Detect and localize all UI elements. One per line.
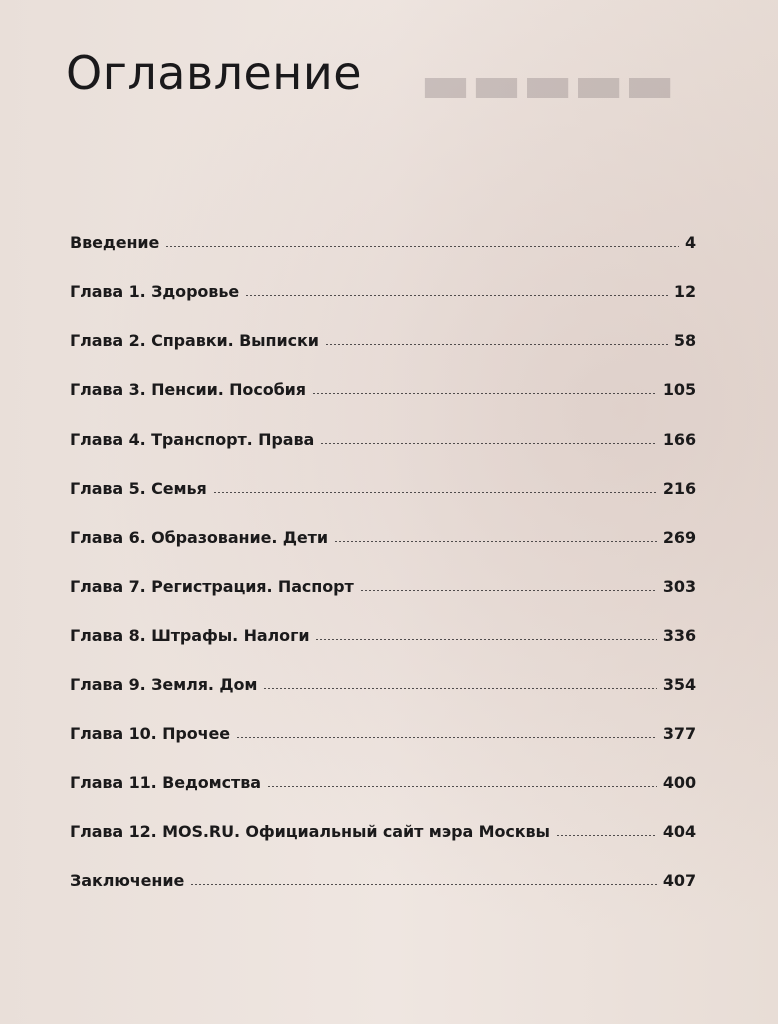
toc-entry-page: 269 xyxy=(662,528,696,547)
toc-entry-page: 166 xyxy=(662,430,696,449)
toc-entry-title: Глава 6. Образование. Дети xyxy=(70,528,328,547)
dot-leader xyxy=(165,246,679,247)
toc-entry xyxy=(70,815,696,841)
toc-entry xyxy=(70,864,696,890)
dot-leader xyxy=(334,541,657,542)
toc-entry-title: Глава 3. Пенсии. Пособия xyxy=(70,380,306,399)
toc-entry-title: Введение xyxy=(70,233,160,252)
toc-entry-title: Глава 1. Здоровье xyxy=(70,282,240,301)
toc-entry-title: Глава 9. Земля. Дом xyxy=(70,675,258,694)
toc-entry xyxy=(70,521,696,547)
toc-entry-page: 354 xyxy=(662,675,696,694)
toc-entry-page: 105 xyxy=(662,380,696,399)
toc-entry-page: 303 xyxy=(662,577,696,596)
toc-entry-page: 400 xyxy=(662,773,696,792)
toc-entry-page: 216 xyxy=(662,479,696,498)
toc-entry xyxy=(70,373,696,399)
toc-entry xyxy=(70,275,696,301)
show-through-decoration: ▬▬▬▬▬ xyxy=(420,52,676,115)
toc-entry-title: Глава 12. MOS.RU. Официальный сайт мэра Москвы xyxy=(70,822,550,841)
toc-entry xyxy=(70,570,696,596)
dot-leader xyxy=(312,393,657,394)
toc-entry xyxy=(70,668,696,694)
toc-entry-page: 4 xyxy=(684,233,696,252)
toc-entry-page: 404 xyxy=(662,822,696,841)
dot-leader xyxy=(190,884,657,885)
toc-entry-page: 377 xyxy=(662,724,696,743)
page-title: Оглавление xyxy=(66,46,363,100)
toc-entry-title: Глава 8. Штрафы. Налоги xyxy=(70,626,310,645)
dot-leader xyxy=(315,639,656,640)
toc-entry xyxy=(70,324,696,350)
toc-entry xyxy=(70,717,696,743)
toc-entry xyxy=(70,226,696,252)
toc-entry-title: Глава 2. Справки. Выписки xyxy=(70,331,319,350)
dot-leader xyxy=(320,443,657,444)
dot-leader xyxy=(213,492,657,493)
toc-entry-page: 58 xyxy=(673,331,696,350)
toc-entry-title: Глава 11. Ведомства xyxy=(70,773,261,792)
toc-entry-page: 336 xyxy=(662,626,696,645)
toc-entry xyxy=(70,619,696,645)
dot-leader xyxy=(556,835,657,836)
toc-entry-title: Глава 5. Семья xyxy=(70,479,207,498)
dot-leader xyxy=(245,295,668,296)
toc-entry-page: 12 xyxy=(673,282,696,301)
toc-entry xyxy=(70,766,696,792)
toc-entry xyxy=(70,423,696,449)
dot-leader xyxy=(325,344,668,345)
dot-leader xyxy=(263,688,657,689)
dot-leader xyxy=(360,590,657,591)
toc-entry xyxy=(70,472,696,498)
toc-entry-title: Глава 4. Транспорт. Права xyxy=(70,430,315,449)
toc-entry-title: Глава 10. Прочее xyxy=(70,724,231,743)
dot-leader xyxy=(236,737,657,738)
dot-leader xyxy=(267,786,657,787)
toc-entry-title: Заключение xyxy=(70,871,185,890)
toc-entry-page: 407 xyxy=(662,871,696,890)
toc-entry-title: Глава 7. Регистрация. Паспорт xyxy=(70,577,354,596)
